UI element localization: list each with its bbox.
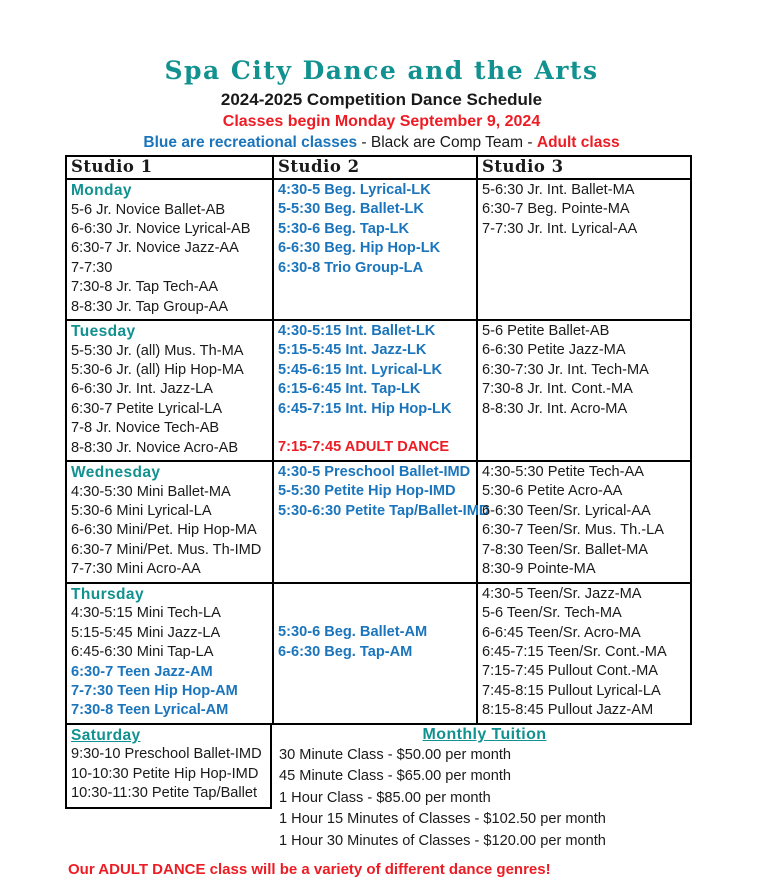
saturday-cell xyxy=(65,725,272,809)
class-entry: 7:15-7:45 Pullout Cont.-MA xyxy=(482,663,659,680)
class-entry: 7:30-8 Jr. Int. Cont.-MA xyxy=(482,381,633,398)
class-entry: 45 Minute Class - $65.00 per month xyxy=(279,768,512,785)
class-entry: 6-6:30 Beg. Tap-AM xyxy=(278,643,413,660)
class-entry: 5:30-6 Mini Lyrical-LA xyxy=(71,503,212,520)
class-entry: 6:30-7 Petite Lyrical-LA xyxy=(71,400,223,417)
class-entry: 6:30-7:30 Jr. Int. Tech-MA xyxy=(482,361,649,378)
class-entry: 7:30-8 Jr. Tap Tech-AA xyxy=(71,279,219,296)
class-entry: 6-6:45 Teen/Sr. Acro-MA xyxy=(482,624,641,641)
tuition-title: Monthly Tuition xyxy=(422,725,547,743)
class-entry: 6-6:30 Petite Jazz-MA xyxy=(482,342,626,359)
class-entry: 6:30-7 Jr. Novice Jazz-AA xyxy=(71,240,239,257)
schedule-cell xyxy=(477,179,691,320)
class-entry: 6-6:30 Beg. Hip Hop-LK xyxy=(278,240,441,257)
class-entry: 5:45-6:15 Int. Lyrical-LK xyxy=(278,361,443,378)
color-legend xyxy=(0,133,763,152)
schedule-body xyxy=(66,179,691,724)
class-entry: 6:45-7:15 Teen/Sr. Cont.-MA xyxy=(482,643,667,660)
class-entry: 5:30-6 Beg. Tap-LK xyxy=(278,220,410,237)
page-subtitle: 2024-2025 Competition Dance Schedule xyxy=(220,90,543,109)
class-entry: 6-6:30 Jr. Novice Lyrical-AB xyxy=(71,221,251,237)
class-entry: 6:45-7:15 Int. Hip Hop-LK xyxy=(278,400,452,417)
class-entry: 8-8:30 Jr. Tap Group-AA xyxy=(71,298,229,315)
class-entry: 4:30-5 Beg. Lyrical-LK xyxy=(278,182,431,198)
class-entry: 5-5:30 Beg. Ballet-LK xyxy=(278,201,424,218)
schedule-row-tuesday xyxy=(66,320,691,461)
class-entry: 7-7:30 xyxy=(71,259,113,276)
class-entry: 6:30-8 Trio Group-LA xyxy=(278,259,424,276)
class-entry: 5-6 Jr. Novice Ballet-AB xyxy=(71,201,226,218)
day-label-monday: Monday xyxy=(71,182,132,199)
class-entry: 5-5:30 Jr. (all) Mus. Th-MA xyxy=(71,342,244,359)
schedule-cell xyxy=(273,461,490,583)
schedule-cell xyxy=(477,320,691,461)
schedule-cell xyxy=(273,320,477,461)
class-entry: 7-7:30 Teen Hip Hop-AM xyxy=(71,682,238,699)
schedule-cell xyxy=(273,179,477,320)
class-entry: 5:15-5:45 Mini Jazz-LA xyxy=(71,624,221,641)
saturday-tuition-row xyxy=(65,725,690,853)
class-entry: 5-6 Petite Ballet-AB xyxy=(482,323,610,340)
start-date-note: Classes begin Monday September 9, 2024 xyxy=(222,113,541,130)
class-entry: 5-5:30 Petite Hip Hop-IMD xyxy=(278,483,456,500)
class-entry: 10:30-11:30 Petite Tap/Ballet xyxy=(71,785,258,802)
class-entry: 5:30-6 Petite Acro-AA xyxy=(482,483,623,500)
class-entry: 6:15-6:45 Int. Tap-LK xyxy=(278,381,421,398)
day-label-tuesday: Tuesday xyxy=(71,323,136,341)
class-entry: 5:30-6 Jr. (all) Hip Hop-MA xyxy=(71,362,244,379)
class-entry: 9:30-10 Preschool Ballet-IMD xyxy=(71,746,262,763)
studio-1-header: Studio 1 xyxy=(66,156,273,179)
class-entry: 8-8:30 Jr. Novice Acro-AB xyxy=(71,439,239,456)
class-entry: 8-8:30 Jr. Int. Acro-MA xyxy=(482,400,628,417)
class-entry: 5:15-5:45 Int. Jazz-LK xyxy=(278,342,427,359)
class-entry xyxy=(278,419,476,438)
tuition-section xyxy=(272,725,690,853)
class-entry: 4:30-5 Teen/Sr. Jazz-MA xyxy=(482,585,642,602)
day-label-saturday: Saturday xyxy=(71,726,141,744)
class-entry: 7-8 Jr. Novice Tech-AB xyxy=(71,420,220,437)
schedule-cell xyxy=(477,583,691,724)
studio-header-row xyxy=(66,156,691,179)
schedule-cell xyxy=(66,179,273,320)
class-entry: 7-7:30 Mini Acro-AA xyxy=(71,561,201,578)
class-entry: 7-8:30 Teen/Sr. Ballet-MA xyxy=(482,541,649,558)
legend-separator-2: - xyxy=(523,134,537,151)
class-entry: 8:15-8:45 Pullout Jazz-AM xyxy=(482,702,654,719)
class-entry: 1 Hour 15 Minutes of Classes - $102.50 per month xyxy=(279,811,606,828)
class-entry: 7:30-8 Teen Lyrical-AM xyxy=(71,702,229,719)
class-entry: 10-10:30 Petite Hip Hop-IMD xyxy=(71,765,259,782)
class-entry: 30 Minute Class - $50.00 per month xyxy=(279,746,512,763)
class-entry: 4:30-5:30 Petite Tech-AA xyxy=(482,464,644,481)
class-entry: 5-6 Teen/Sr. Tech-MA xyxy=(482,605,622,622)
day-label-wednesday: Wednesday xyxy=(71,464,161,482)
saturday-classes xyxy=(71,745,270,803)
class-entry: 5:30-6 Beg. Ballet-AM xyxy=(278,624,428,641)
class-entry: 6:30-7 Teen Jazz-AM xyxy=(71,663,213,680)
schedule-row-monday xyxy=(66,179,691,320)
adult-dance-note: Our ADULT DANCE class will be a variety of different dance genres! xyxy=(68,861,551,879)
class-entry: 7-7:30 Jr. Int. Lyrical-AA xyxy=(482,220,638,237)
schedule-cell xyxy=(66,320,273,461)
studio-3-header: Studio 3 xyxy=(477,156,691,179)
class-entry: 8:30-9 Pointe-MA xyxy=(482,561,596,578)
studio-2-header: Studio 2 xyxy=(273,156,477,179)
schedule-cell xyxy=(66,461,273,583)
schedule-cell xyxy=(66,583,273,724)
page-title: Spa City Dance and the Arts xyxy=(164,56,599,85)
class-entry: 6:30-7 Beg. Pointe-MA xyxy=(482,201,630,218)
class-entry: 4:30-5 Preschool Ballet-IMD xyxy=(278,464,471,481)
schedule-row-wednesday xyxy=(66,461,691,583)
class-entry: 4:30-5:30 Mini Ballet-MA xyxy=(71,483,231,500)
legend-separator-1: - xyxy=(357,134,371,151)
class-entry: 6:30-7 Teen/Sr. Mus. Th.-LA xyxy=(482,522,664,539)
class-entry: 1 Hour 30 Minutes of Classes - $120.00 per month xyxy=(279,832,606,849)
class-entry xyxy=(278,585,476,604)
class-entry xyxy=(278,604,476,623)
schedule-row-thursday xyxy=(66,583,691,724)
legend-recreational: Blue are recreational classes xyxy=(143,134,358,151)
class-entry: 5-6:30 Jr. Int. Ballet-MA xyxy=(482,182,635,198)
class-entry: 6:30-7 Mini/Pet. Mus. Th-IMD xyxy=(71,541,262,558)
class-entry: 6:45-6:30 Mini Tap-LA xyxy=(71,644,214,661)
class-entry: 4:30-5:15 Int. Ballet-LK xyxy=(278,323,436,340)
legend-comp-team: Black are Comp Team xyxy=(370,134,524,151)
class-entry: 7:45-8:15 Pullout Lyrical-LA xyxy=(482,682,661,699)
class-entry: 6-6:30 Mini/Pet. Hip Hop-MA xyxy=(71,522,257,539)
legend-adult-class: Adult class xyxy=(536,134,620,151)
schedule-cell xyxy=(477,461,691,583)
tuition-lines xyxy=(279,745,690,853)
class-entry: 4:30-5:15 Mini Tech-LA xyxy=(71,605,221,622)
schedule-cell xyxy=(273,583,477,724)
class-entry: 6-6:30 Teen/Sr. Lyrical-AA xyxy=(482,502,651,519)
day-label-thursday: Thursday xyxy=(71,585,144,603)
schedule-table xyxy=(65,155,692,725)
class-entry: 5:30-6:30 Petite Tap/Ballet-IMD xyxy=(278,502,490,519)
class-entry: 1 Hour Class - $85.00 per month xyxy=(279,789,491,806)
class-entry: 6-6:30 Jr. Int. Jazz-LA xyxy=(71,381,213,398)
class-entry: 7:15-7:45 ADULT DANCE xyxy=(278,439,450,456)
